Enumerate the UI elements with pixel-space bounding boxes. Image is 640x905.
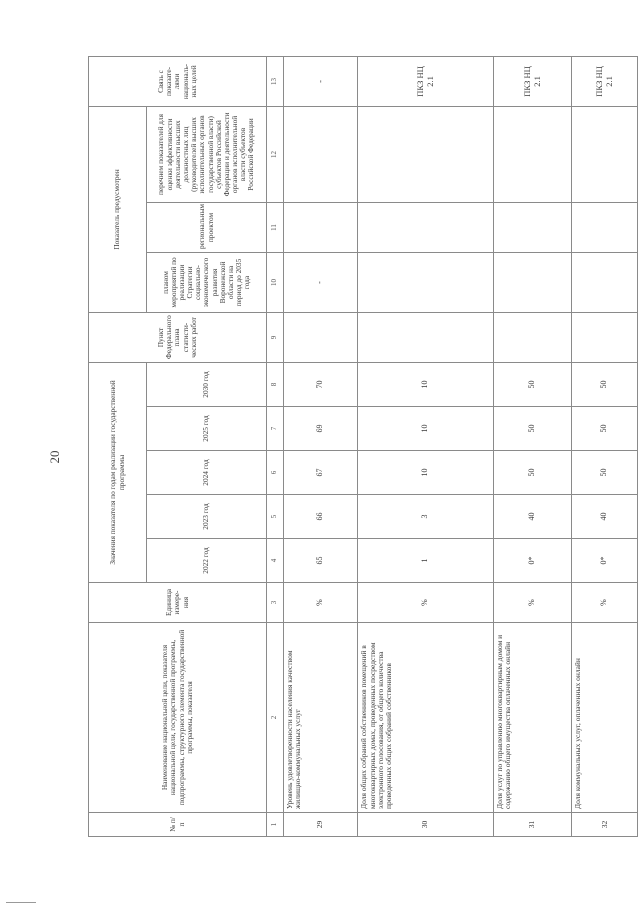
row-federal-plan [284,312,358,362]
row-strategy [572,252,638,312]
row-link: - [284,56,358,106]
column-number: 7 [267,407,284,451]
row-value-2025: 10 [358,407,493,451]
header-federal-list: перечнем показателей для оценки эффективности деятельности высших должностных лиц (руководителей высших исполнительных органов государственной власти) субъектов Российской Федерации и деятельности органов исполнительной власти субъектов Российской Федерации [147,106,267,202]
column-number-row [267,56,284,836]
row-name: Доля услуг по управлению многоквартирным домом и содержанию общего имущества оплаченных онлайн [493,623,572,813]
header-strategy: планом мероприятий по реализации Стратегии социально-экономического развития Воронежской области на период до 2035 года [147,252,267,312]
row-value-2022: 0* [493,539,572,583]
row-federal-list [572,106,638,202]
header-year-2024: 2024 год [147,451,267,495]
row-federal-list [284,106,358,202]
column-number: 10 [267,252,284,312]
row-link: ПКЗ НЦ 2.1 [493,56,572,106]
row-regional-project [284,202,358,252]
row-unit: % [358,583,493,623]
row-name: Доля общих собраний собственников помещений в многоквартирных домах, проведенных посредством электронного голосования, от общего количества проведенных общих собраний собственников [358,623,493,813]
table-row [284,56,358,836]
column-number: 6 [267,451,284,495]
header-values-group: Значения показателя по годам реализации государственной программы [89,362,147,582]
row-federal-list [493,106,572,202]
row-name: Уровень удовлетворенности населения качеством жилищно-коммунальных услуг [284,623,358,813]
row-value-2025: 50 [572,407,638,451]
row-link: ПКЗ НЦ 2.1 [572,56,638,106]
row-value-2023: 40 [572,495,638,539]
row-value-2024: 10 [358,451,493,495]
header-year-2022: 2022 год [147,539,267,583]
row-federal-plan [572,312,638,362]
row-unit: % [493,583,572,623]
column-number: 8 [267,362,284,406]
row-regional-project [572,202,638,252]
column-number: 1 [267,813,284,837]
header-year-2023: 2023 год [147,495,267,539]
row-regional-project [493,202,572,252]
column-number: 5 [267,495,284,539]
column-number: 4 [267,539,284,583]
table-row [358,56,493,836]
row-value-2024: 50 [493,451,572,495]
column-number: 9 [267,312,284,362]
table-row [493,56,572,836]
margin-mark [6,902,36,904]
header-regional-project: региональным проектом [147,202,267,252]
header-name: Наименование национальной цели, показателя национальной цели, государственной программы, подпрограммы, структурного элемента государственной программы, показателя [89,623,267,813]
row-strategy: - [284,252,358,312]
indicators-table-wrapper [88,57,638,837]
row-value-2022: 0* [572,539,638,583]
row-value-2023: 66 [284,495,358,539]
row-value-2024: 50 [572,451,638,495]
row-number: 30 [358,813,493,837]
row-name: Доля коммунальных услуг, оплаченных онлайн [572,623,638,813]
row-unit: % [572,583,638,623]
row-federal-plan [493,312,572,362]
header-year-2025: 2025 год [147,407,267,451]
column-number: 11 [267,202,284,252]
row-value-2022: 1 [358,539,493,583]
column-number: 13 [267,56,284,106]
row-value-2025: 50 [493,407,572,451]
row-unit: % [284,583,358,623]
column-number: 12 [267,106,284,202]
row-strategy [493,252,572,312]
row-value-2025: 69 [284,407,358,451]
row-number: 32 [572,813,638,837]
row-value-2023: 3 [358,495,493,539]
row-value-2030: 50 [493,362,572,406]
row-value-2022: 65 [284,539,358,583]
row-federal-plan [358,312,493,362]
indicators-table [88,56,638,837]
column-number: 2 [267,623,284,813]
row-strategy [358,252,493,312]
column-number: 3 [267,583,284,623]
header-unit: Единица измере-ния [89,583,267,623]
header-link: Связь с показате-лями националь-ных целей [89,56,267,106]
page-number: 20 [47,450,62,464]
row-link: ПКЗ НЦ 2.1 [358,56,493,106]
row-value-2030: 70 [284,362,358,406]
header-no: № п/п [89,813,267,837]
row-federal-list [358,106,493,202]
header-federal-plan: Пункт Федерального плана статисти-ческих работ [89,312,267,362]
row-regional-project [358,202,493,252]
table-row [572,56,638,836]
row-number: 31 [493,813,572,837]
row-number: 29 [284,813,358,837]
row-value-2030: 50 [572,362,638,406]
row-value-2024: 67 [284,451,358,495]
row-value-2030: 10 [358,362,493,406]
header-provided-group: Показатель предусмотрен [89,106,147,312]
header-year-2030: 2030 год [147,362,267,406]
row-value-2023: 40 [493,495,572,539]
